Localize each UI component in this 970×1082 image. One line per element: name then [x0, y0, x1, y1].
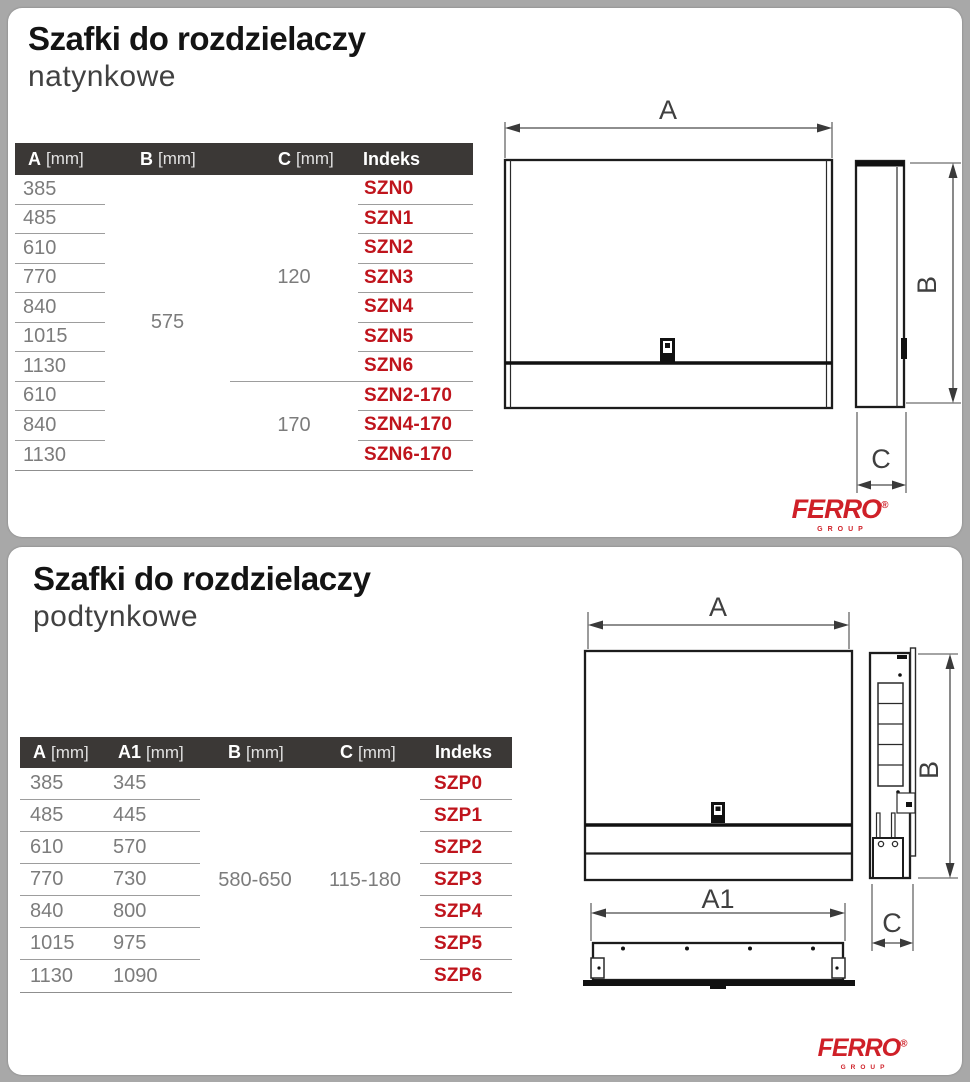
section-title-podtynkowe: Szafki do rozdzielaczy: [33, 560, 371, 597]
column-header-b: B [mm]: [140, 148, 196, 169]
table-cell-index: SZP2: [420, 832, 512, 864]
column-header-b: B [mm]: [228, 742, 284, 762]
table-cell-a: 1015: [20, 928, 108, 960]
section-subtitle-natynkowe: natynkowe: [28, 60, 176, 93]
table-cell-a: 1130: [15, 352, 105, 382]
column-header-indeks: Indeks: [363, 148, 421, 169]
table-cell-a: 385: [20, 768, 108, 800]
table-cell-a: 770: [15, 264, 105, 294]
logo-subtext: GROUP: [817, 526, 868, 533]
table-cell-index: SZN2: [358, 234, 473, 264]
section-subtitle-podtynkowe: podtynkowe: [33, 600, 199, 633]
table-cell-index: SZP1: [420, 800, 512, 832]
table-cell-index: SZN2-170: [358, 382, 473, 412]
table-cell-a1: 975: [108, 928, 200, 960]
table-cell-a1: 445: [108, 800, 200, 832]
lock-icon: [711, 802, 725, 823]
diagram-natynkowe: [480, 90, 970, 510]
table-cell-c-merged: 115-180: [329, 868, 401, 891]
table-cell-a: 610: [15, 382, 105, 412]
table-cell-a: 840: [20, 896, 108, 928]
dim-label-c: C: [882, 908, 902, 938]
table-natynkowe: [15, 175, 473, 471]
table-cell-index: SZP5: [420, 928, 512, 960]
table-cell-index: SZN6: [358, 352, 473, 382]
table-cell-a: 485: [15, 205, 105, 235]
cabinet-front-view: [585, 651, 852, 880]
table-cell-index: SZP3: [420, 864, 512, 896]
logo-subtext: GROUP: [840, 1064, 890, 1071]
frame-top-view: [583, 943, 855, 989]
column-header-c: C [mm]: [340, 742, 396, 762]
column-header-indeks: Indeks: [435, 742, 493, 762]
diagram-podtynkowe: [555, 595, 970, 995]
table-cell-index: SZP0: [420, 768, 512, 800]
dim-label-c: C: [871, 444, 891, 474]
cabinet-front-view: [505, 160, 832, 408]
table-cell-index: SZN6-170: [364, 444, 453, 466]
table-cell-index: SZN3: [358, 264, 473, 294]
table-cell-a1: 345: [108, 768, 200, 800]
table-cell-a: 1015: [15, 323, 105, 353]
table-cell-b-merged: 580-650: [218, 868, 292, 891]
logo-text: FERRO: [817, 1034, 901, 1062]
logo-text: FERRO: [791, 494, 882, 524]
table-cell-index: SZP6: [434, 965, 483, 986]
registered-mark: ®: [881, 500, 889, 511]
table-cell-index: SZN4: [358, 293, 473, 323]
table-natynkowe-header: [15, 143, 473, 175]
table-cell-a: 485: [20, 800, 108, 832]
table-cell-a: 1130: [30, 964, 74, 987]
dim-label-b: B: [912, 275, 942, 295]
table-cell-a: 770: [20, 864, 108, 896]
column-header-c: C [mm]: [278, 148, 334, 169]
column-header-a1: A1 [mm]: [118, 742, 184, 762]
table-cell-index: SZN4-170: [358, 411, 473, 441]
table-cell-a: 385: [15, 175, 105, 205]
table-cell-a: 840: [15, 411, 105, 441]
ferro-logo: [775, 494, 905, 533]
table-cell-a: 610: [15, 234, 105, 264]
table-cell-index: SZN5: [358, 323, 473, 353]
table-cell-a1: 800: [108, 896, 200, 928]
table-cell-a1: 570: [108, 832, 200, 864]
dim-label-a: A: [658, 95, 678, 125]
table-cell-a1: 1090: [113, 964, 158, 987]
table-cell-c-merged-120: 120: [230, 175, 358, 382]
table-podtynkowe-header: [20, 737, 512, 768]
lock-icon: [660, 338, 675, 362]
table-cell-a: 840: [15, 293, 105, 323]
registered-mark: ®: [900, 1038, 908, 1050]
table-cell-a: 1130: [23, 443, 67, 466]
column-header-a: A [mm]: [33, 742, 89, 762]
dim-label-b: B: [914, 760, 944, 780]
table-cell-a: 610: [20, 832, 108, 864]
dim-label-a: A: [708, 595, 728, 622]
cabinet-side-view: [870, 648, 916, 878]
table-cell-b-merged: 575: [150, 311, 185, 333]
table-cell-index: SZP4: [420, 896, 512, 928]
table-cell-index: SZN1: [358, 205, 473, 235]
table-cell-c-merged-170: 170: [277, 414, 311, 437]
dim-label-a1: A1: [701, 884, 735, 914]
table-podtynkowe: [20, 768, 512, 993]
table-cell-a1: 730: [108, 864, 200, 896]
column-header-a: A [mm]: [28, 148, 84, 169]
ferro-logo: [805, 1034, 920, 1071]
cabinet-side-view: [856, 161, 907, 407]
section-title-natynkowe: Szafki do rozdzielaczy: [28, 20, 366, 57]
table-cell-index: SZN0: [358, 175, 473, 205]
